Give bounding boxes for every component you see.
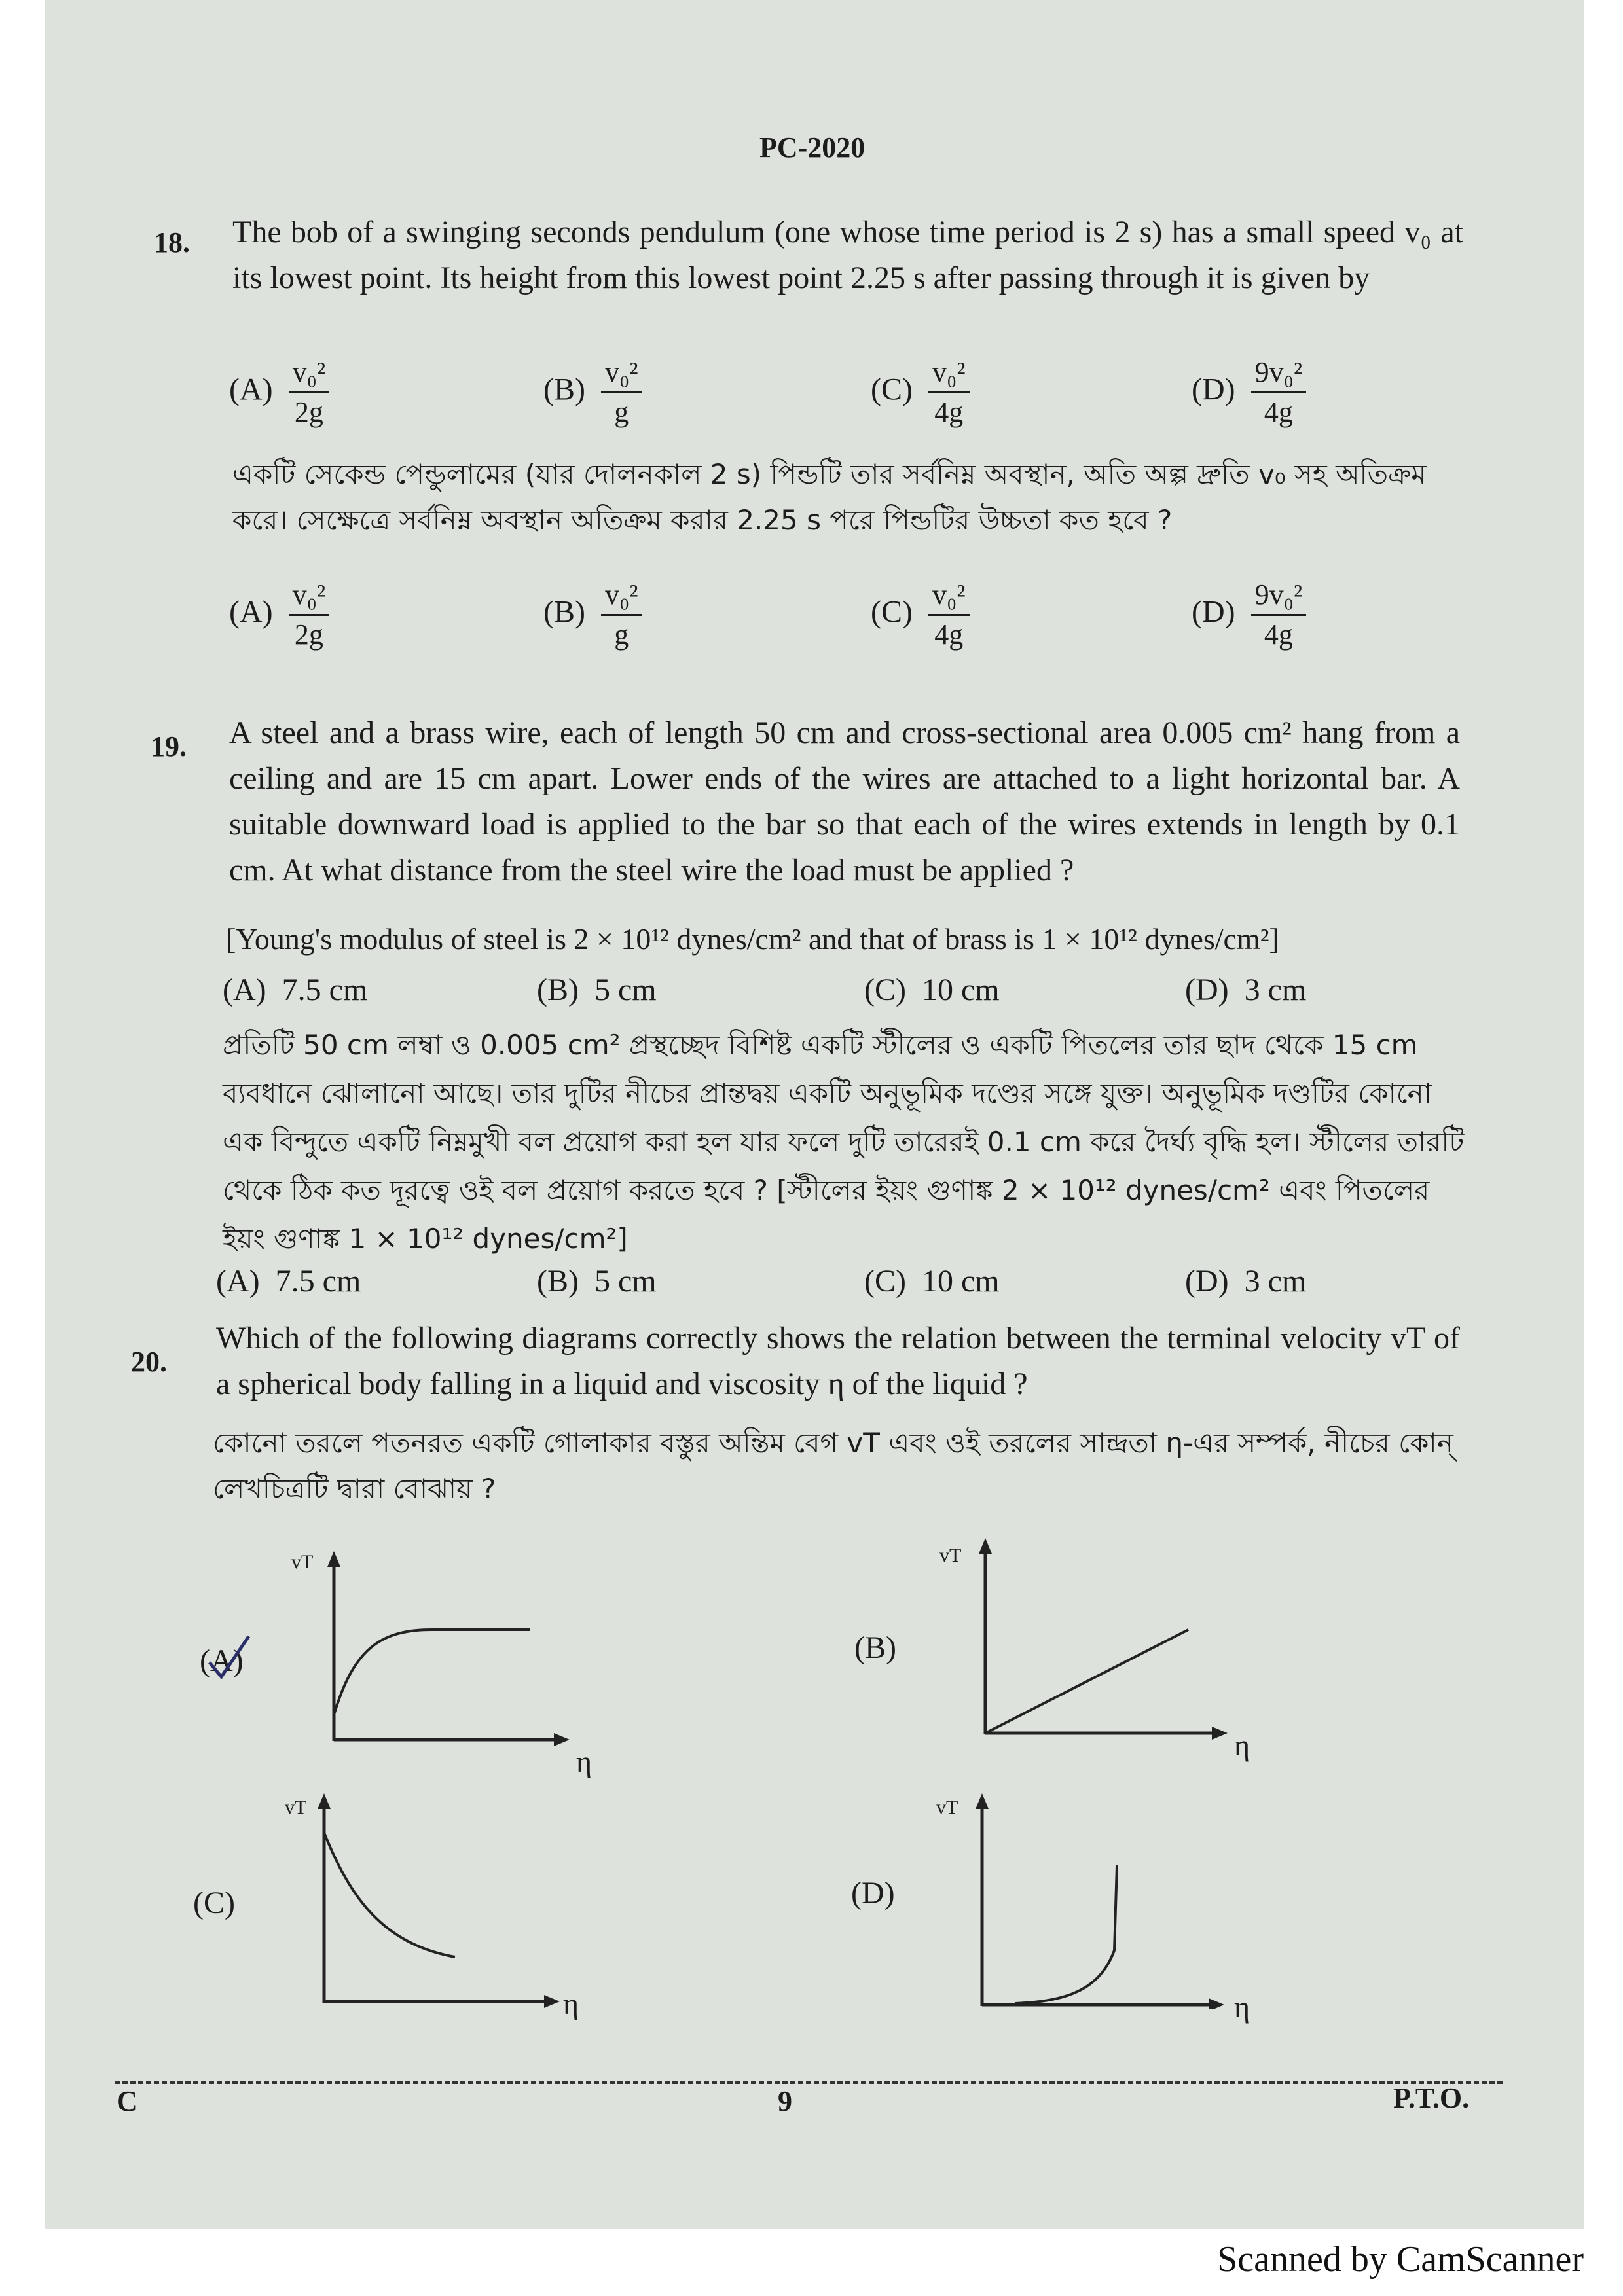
fraction (928, 353, 970, 431)
q19-number: 19. (151, 730, 187, 762)
y-axis-arrow (979, 1538, 992, 1554)
option-label: (C) (864, 973, 906, 1007)
q18-option-d[interactable] (1192, 353, 1306, 431)
numerator: v₀² (601, 353, 642, 393)
option-label: (B) (543, 594, 585, 630)
option-label: (B) (537, 1264, 579, 1299)
graph-b (966, 1538, 1228, 1748)
pto-label: P.T.O. (1393, 2082, 1470, 2114)
graph-b-label[interactable] (854, 1630, 896, 1666)
graph-a-xlabel: η (576, 1745, 593, 1778)
numerator: v₀² (601, 576, 642, 616)
option-label: (C) (871, 372, 913, 407)
y-axis-arrow (976, 1793, 989, 1809)
scanner-watermark: Scanned by CamScanner (1217, 2239, 1584, 2280)
option-label: (C) (871, 594, 913, 630)
q19-option-d-bn[interactable] (1185, 1263, 1306, 1299)
line (985, 1630, 1188, 1733)
fraction (601, 576, 642, 654)
graph-b-xlabel: η (1234, 1729, 1250, 1762)
option-value: 7.5 cm (275, 1264, 361, 1299)
q18-option-c-bn[interactable] (871, 576, 970, 654)
denominator: 4g (934, 619, 964, 651)
q19-option-b-bn[interactable] (537, 1263, 657, 1299)
option-value: 5 cm (594, 973, 657, 1007)
option-value: 3 cm (1244, 973, 1307, 1007)
x-axis-arrow (544, 1995, 560, 2008)
option-value: 5 cm (594, 1264, 657, 1299)
graph-c (304, 1793, 560, 2009)
option-label: (C) (193, 1886, 235, 1920)
denominator: g (614, 619, 629, 651)
numerator: 9v₀² (1251, 576, 1307, 616)
denominator: g (614, 396, 629, 428)
denominator: 4g (1264, 619, 1293, 651)
q18-option-a-bn[interactable] (229, 576, 329, 654)
option-value: 3 cm (1244, 1264, 1307, 1299)
footer-code: C (117, 2085, 137, 2117)
q18-option-a[interactable] (229, 353, 329, 431)
fraction (1251, 576, 1307, 654)
q18-option-c[interactable] (871, 353, 970, 431)
x-axis-arrow (554, 1733, 570, 1746)
numerator: v₀² (928, 576, 970, 616)
q20-bengali-text: কোনো তরলে পতনরত একটি গোলাকার বস্তুর অন্তিম বেগ vT এবং ওই তরলের সান্দ্রতা η-এর সম্পর্ক, নীচের কোন্‌ লেখচিত্রটি দ্বারা বোঝায় ? (213, 1427, 1453, 1505)
option-label: (A) (216, 1264, 260, 1299)
x-axis-arrow (1209, 1998, 1224, 2009)
q19-option-a[interactable] (223, 972, 367, 1008)
numerator: v₀² (289, 353, 330, 393)
q20-number: 20. (131, 1346, 167, 1378)
curve (1015, 1865, 1117, 2003)
q18-number: 18. (154, 226, 190, 259)
numerator: v₀² (928, 353, 970, 393)
option-label: (D) (1192, 372, 1235, 407)
y-axis-arrow (318, 1793, 331, 1809)
page-number: 9 (778, 2085, 792, 2117)
option-label: (B) (854, 1630, 896, 1665)
q19-option-d[interactable] (1185, 972, 1306, 1008)
q19-option-c[interactable] (864, 972, 1000, 1008)
denominator: 2g (294, 396, 323, 428)
q19-bengali-text: প্রতিটি 50 cm লম্বা ও 0.005 cm² প্রস্থচ্ছেদ বিশিষ্ট একটি স্টীলের ও একটি পিতলের তার ছাদ থেকে 15 cm ব্যবধানে ঝোলানো আছে। তার দুটির নীচের প্রান্তদ্বয় একটি অনুভূমিক দণ্ডের সঙ্গে যুক্ত। অনুভূমিক দণ্ডটির কোনো এক বিন্দুতে একটি নিম্নমুখী বল প্রয়োগ করা হল যার ফলে দুটি তারেরই 0.1 cm করে দৈর্ঘ্য বৃদ্ধি হল। স্টীলের তারটি থেকে ঠিক কত দূরত্বে ওই বল প্রয়োগ করতে হবে ? [স্টীলের ইয়ং গুণাঙ্ক 2 × 10¹² dynes/cm² এবং পিতলের ইয়ং গুণাঙ্ক 1 × 10¹² dynes/cm²] (223, 1029, 1465, 1255)
graph-d-xlabel: η (1234, 1990, 1250, 2024)
q18-option-b-bn[interactable] (543, 576, 642, 654)
numerator: v₀² (289, 576, 330, 616)
option-label: (D) (1185, 1264, 1229, 1299)
fraction (601, 353, 642, 431)
fraction (1251, 353, 1307, 431)
numerator: 9v₀² (1251, 353, 1307, 393)
q19-option-c-bn[interactable] (864, 1263, 1000, 1299)
curve (324, 1833, 455, 1957)
graph-d (962, 1793, 1224, 2009)
option-label: (C) (864, 1264, 906, 1299)
curve (334, 1630, 530, 1715)
option-value: 10 cm (921, 973, 1000, 1007)
option-value: 10 cm (921, 1264, 1000, 1299)
fraction (928, 576, 970, 654)
graph-c-ylabel: vT (285, 1797, 307, 1818)
option-label: (D) (1185, 973, 1229, 1007)
footer-divider (115, 2081, 1503, 2084)
graph-b-ylabel: vT (939, 1545, 962, 1566)
q18-option-d-bn[interactable] (1192, 576, 1306, 654)
graph-d-label[interactable] (851, 1875, 895, 1911)
option-label: (B) (537, 973, 579, 1007)
graph-c-label[interactable] (193, 1885, 235, 1921)
option-label: (D) (1192, 594, 1235, 630)
q19-option-b[interactable] (537, 972, 657, 1008)
q19-note: [Young's modulus of steel is 2 × 10¹² dynes/cm² and that of brass is 1 × 10¹² dynes/cm²] (226, 922, 1279, 956)
option-label: (D) (851, 1876, 895, 1910)
q18-option-b[interactable] (543, 353, 642, 431)
graph-a (314, 1551, 570, 1754)
fraction (289, 576, 330, 654)
option-value: 7.5 cm (282, 973, 368, 1007)
q20-text: Which of the following diagrams correctly shows the relation between the terminal velocity vT of a spherical body falling in a liquid and viscosity η of the liquid ? (216, 1321, 1460, 1401)
x-axis-arrow (1212, 1727, 1228, 1740)
option-label: (A) (229, 372, 273, 407)
graph-a-ylabel: vT (291, 1551, 314, 1573)
paper-code: PC-2020 (759, 132, 866, 164)
denominator: 4g (1264, 396, 1293, 428)
option-label: (A) (223, 973, 266, 1007)
option-label: (A) (200, 1643, 244, 1678)
denominator: 2g (294, 619, 323, 651)
option-label: (A) (229, 594, 273, 630)
y-axis-arrow (327, 1551, 340, 1567)
q18-text: The bob of a swinging seconds pendulum (one whose time period is 2 s) has a small speed v₀ at its lowest point. Its height from this lowest point 2.25 s after passing through it is given by (232, 215, 1463, 295)
graph-d-ylabel: vT (936, 1797, 958, 1818)
graph-c-xlabel: η (563, 1987, 579, 2020)
fraction (289, 353, 330, 431)
denominator: 4g (934, 396, 964, 428)
q19-text: A steel and a brass wire, each of length 50 cm and cross-sectional area 0.005 cm² hang from a ceiling and are 15 cm apart. Lower ends of the wires are attached to a light horizontal bar. A suitable downward load is applied to the bar so that each of the wires extends in length by 0.1 cm. At what distance from the steel wire the load must be applied ? (229, 715, 1460, 888)
q19-option-a-bn[interactable] (216, 1263, 361, 1299)
q18-bengali-text: একটি সেকেন্ড পেন্ডুলামের (যার দোলনকাল 2 s) পিন্ডটি তার সর্বনিম্ন অবস্থান, অতি অল্প দ্রুতি v₀ সহ অতিক্রম করে। সেক্ষেত্রে সর্বনিম্ন অবস্থান অতিক্রম করার 2.25 s পরে পিন্ডটির উচ্চতা কত হবে ? (232, 458, 1427, 536)
checkmark-icon (210, 1636, 223, 1649)
option-label: (B) (543, 372, 585, 407)
